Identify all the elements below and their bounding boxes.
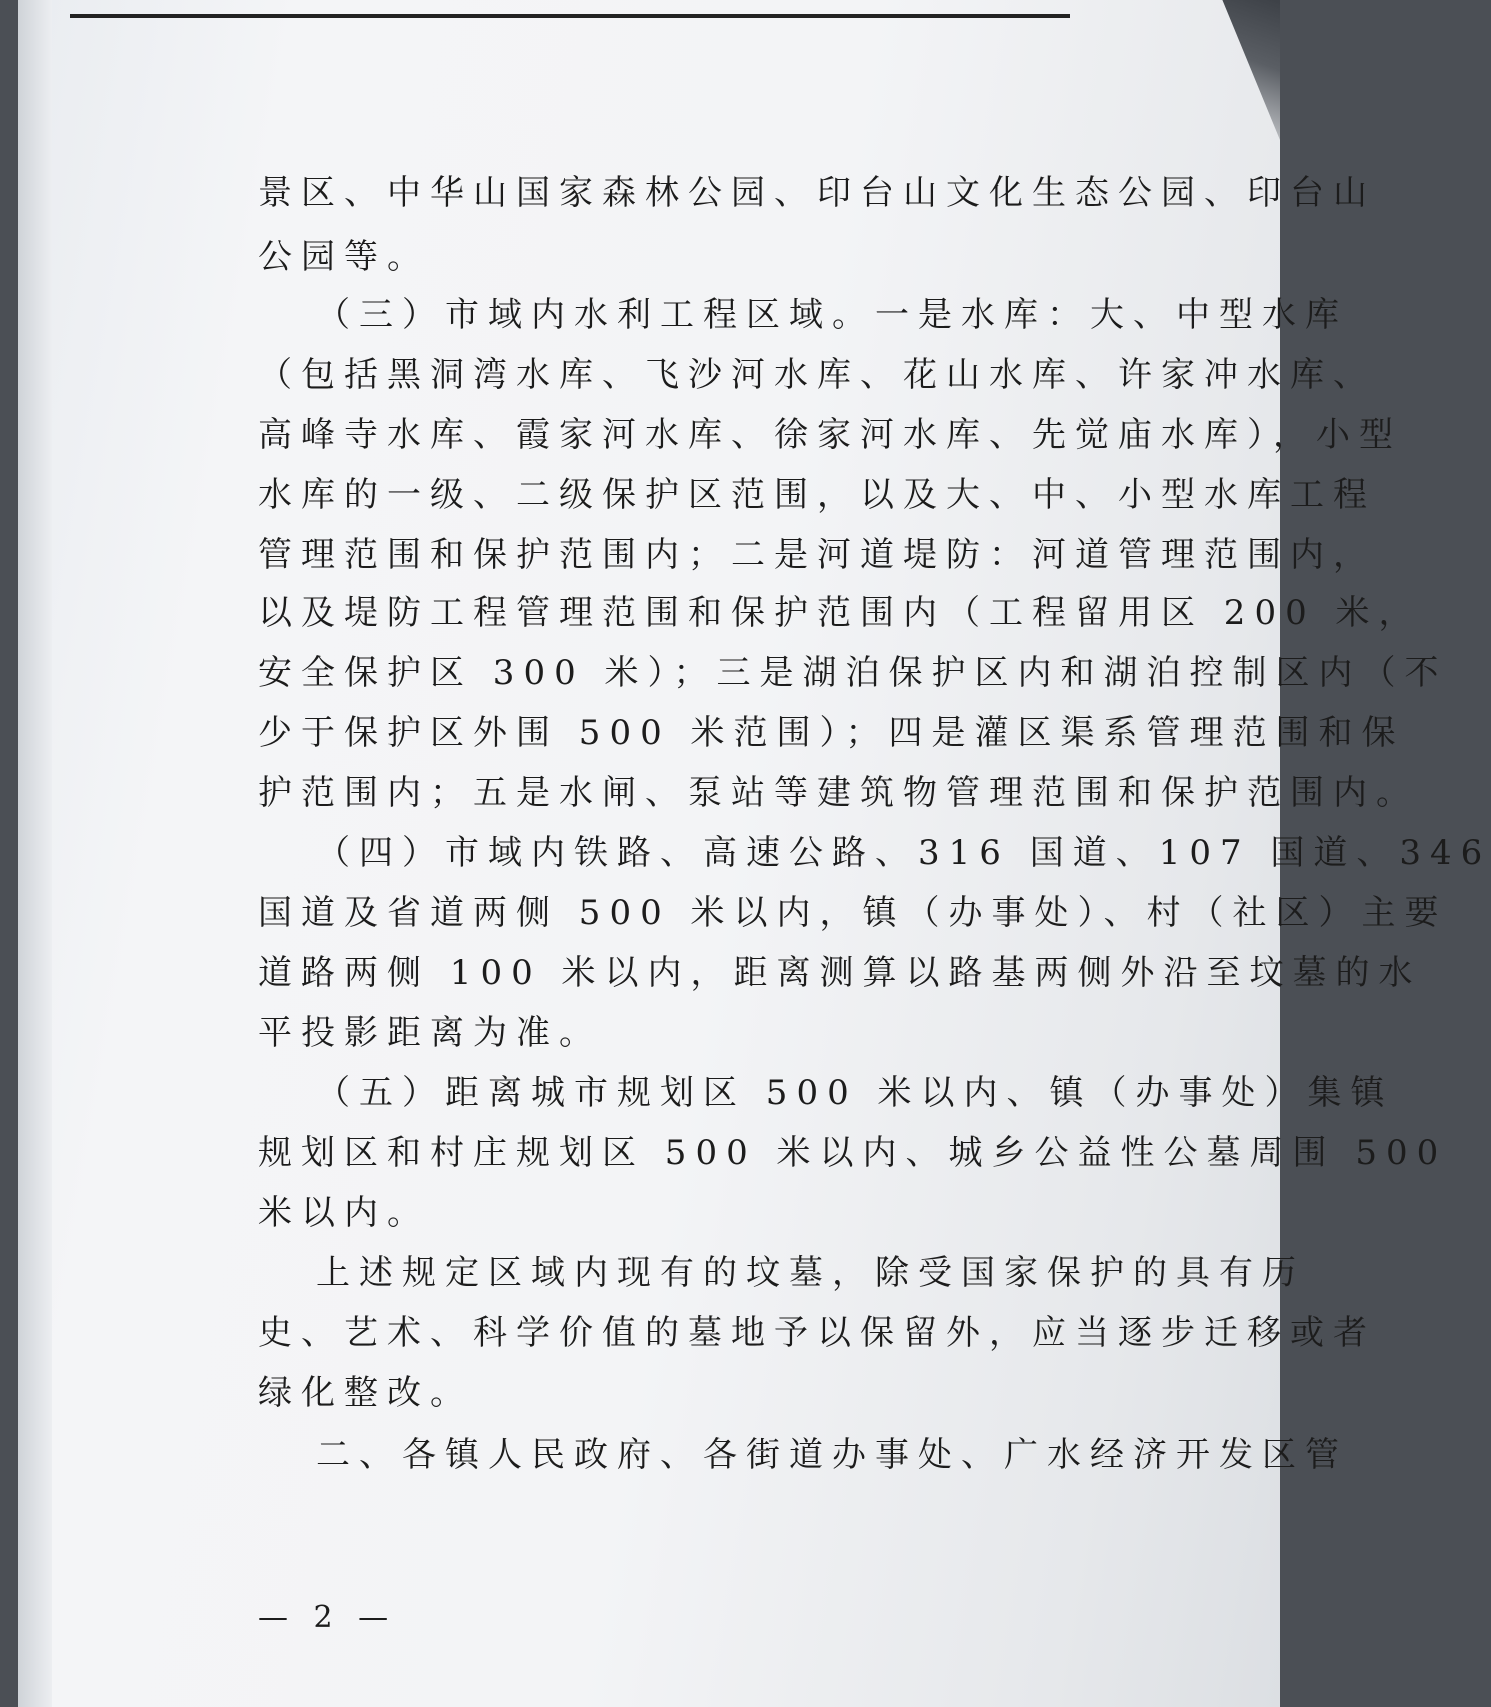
body-line: 安全保护区 300 米）；三是湖泊保护区内和湖泊控制区内（不 — [258, 653, 1448, 693]
header-rule — [70, 14, 1070, 18]
body-line: 史、艺术、科学价值的墓地予以保留外，应当逐步迁移或者 — [258, 1313, 1376, 1353]
section-heading-line: （五）距离城市规划区 500 米以内、镇（办事处）集镇 — [316, 1073, 1394, 1113]
section-heading-line: （四）市域内铁路、高速公路、316 国道、107 国道、346 — [316, 833, 1491, 873]
body-line: 管理范围和保护范围内；二是河道堤防：河道管理范围内， — [258, 535, 1376, 575]
body-line: 公园等。 — [258, 237, 430, 277]
body-line: 平投影距离为准。 — [258, 1013, 602, 1053]
body-line: 以及堤防工程管理范围和保护范围内（工程留用区 200 米， — [258, 593, 1422, 633]
page-number: — 2 — — [258, 1600, 397, 1635]
page-fold-shadow — [18, 0, 52, 1707]
body-line: 规划区和村庄规划区 500 米以内、城乡公益性公墓周围 500 — [258, 1133, 1448, 1173]
paragraph-start-line: 二、各镇人民政府、各街道办事处、广水经济开发区管 — [316, 1435, 1348, 1475]
paragraph-start-line: 上述规定区域内现有的坟墓，除受国家保护的具有历 — [316, 1253, 1305, 1293]
body-line: 绿化整改。 — [258, 1373, 473, 1413]
body-line: 少于保护区外围 500 米范围）；四是灌区渠系管理范围和保 — [258, 713, 1405, 753]
body-line: 国道及省道两侧 500 米以内，镇（办事处）、村（社区）主要 — [258, 893, 1448, 933]
body-line: 水库的一级、二级保护区范围，以及大、中、小型水库工程 — [258, 475, 1376, 515]
body-line: 景区、中华山国家森林公园、印台山文化生态公园、印台山 — [258, 173, 1376, 213]
document-page — [18, 0, 1491, 1707]
section-heading-line: （三）市域内水利工程区域。一是水库：大、中型水库 — [316, 295, 1348, 335]
body-line: 米以内。 — [258, 1193, 430, 1233]
body-line: 高峰寺水库、霞家河水库、徐家河水库、先觉庙水库），小型 — [258, 415, 1402, 455]
page-corner-shadow — [1184, 0, 1280, 140]
body-line: （包括黑洞湾水库、飞沙河水库、花山水库、许家冲水库、 — [258, 355, 1376, 395]
body-line: 护范围内；五是水闸、泵站等建筑物管理范围和保护范围内。 — [258, 773, 1419, 813]
body-line: 道路两侧 100 米以内，距离测算以路基两侧外沿至坟墓的水 — [258, 953, 1422, 993]
